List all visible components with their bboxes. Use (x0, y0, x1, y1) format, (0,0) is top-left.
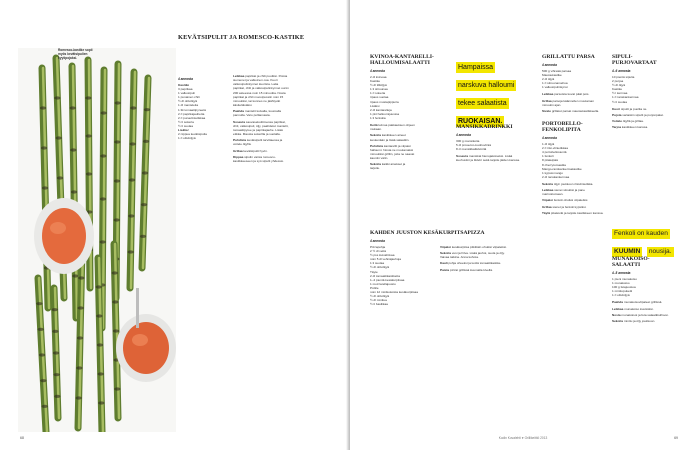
kvinoa-title: KVINOA-KANTARELLI-HALLOUMISALAATTI (370, 54, 434, 66)
method-step (612, 307, 676, 311)
ingredient-item: 1 valkosipulinkynsi (542, 85, 568, 90)
method-verb: Paista (440, 267, 450, 272)
method-verb: Grillaa (542, 204, 552, 209)
ingredient-item: 100 g fetajuustoa (612, 285, 636, 290)
method-text: munakoiso kuutioiksi. (623, 306, 654, 311)
photo-spring-onions (18, 48, 176, 432)
ingredient-item: 1 rl sokeria (370, 91, 386, 96)
sipulipurjo-title: SIPULI-PURJOVARTAAT (612, 54, 657, 66)
ingredient-item: 1 munakoiso (612, 281, 630, 286)
ingredient-item: 8 cherrytomaattia (542, 162, 566, 167)
parsa-title: GRILLATTU PARSA (542, 54, 595, 60)
photo-caption: Romesco-kastike sopii myös kevätsipulien kyytipojaksi. (58, 48, 93, 60)
ingredient-item: 2 dl öljyä (542, 77, 555, 82)
ingredient-item: 2 dl kantarelleja (370, 107, 392, 112)
ingredient-item: 1 pkt halloumijuustoa (370, 111, 400, 116)
callout-line-2: KUUMIN (614, 248, 641, 255)
method-step (440, 245, 510, 249)
ingredient-item: ½ tl sokeria (178, 119, 194, 124)
ingredient-item: 1 tl fenkolia (370, 115, 386, 120)
ingredient-item: 1 kypsä mango (542, 170, 563, 175)
method-text: kastikkeen kanssa. (621, 125, 649, 130)
ingredient-item: 1 tl suolaa (370, 261, 385, 266)
method-text: sienet siivuiksi ja pane marinoitumaan. (542, 188, 586, 197)
method-verb: Kauli (440, 261, 448, 266)
ingredient-item: 1 valkosipuli (178, 91, 195, 96)
ingredient-item: 2 nippua kevätsipulia (178, 132, 207, 137)
ingredient-item: 1 rl oliiviöljyä (612, 293, 630, 298)
kesakurpitsa-method (440, 245, 510, 306)
method-column (233, 74, 289, 165)
column-mansikka (456, 124, 520, 165)
method-step (233, 149, 289, 153)
kvinoa-body (370, 75, 470, 120)
column-parsa (542, 54, 604, 217)
ingredient-item: ½ tl suolaa (612, 99, 627, 104)
column-sipulipurjo (612, 54, 676, 131)
ingredient-item: 8 cl mansikkaliköööriä (456, 147, 487, 152)
ingredient-item: 1 minttupuketti (612, 289, 633, 294)
method-text: öljyn joukkoon riisiviinietikka. (553, 181, 594, 186)
kesakurpitsa-ingredients (370, 245, 432, 306)
method-verb: Pujota (612, 112, 622, 117)
method-step (542, 92, 604, 96)
method-step (233, 155, 289, 163)
method-text: sipulin varsia romesco-kastikkeeseen ja syö sipulit yhdessä. (233, 154, 284, 163)
kesakurpitsa-serves: 4 annosta (370, 239, 385, 243)
method-text: munakoisot ja feta salaattikulhoon. (620, 312, 669, 317)
ingredient-item: 2 purjoa (612, 79, 624, 84)
method-text: kastikkeen aineet keskenään ja lisää salaattiin. (370, 133, 410, 142)
portobello-ingredients (542, 142, 604, 179)
method-step (370, 133, 416, 141)
ingredient-item: 2 dl tomaattikastiketta (370, 273, 400, 278)
ingredient-item: 1 mozzarellajuusto (370, 281, 396, 286)
ingredient-item: 1 tl sitruunaa (370, 87, 388, 92)
method-text: fenkoli ohuiksi viipaleiksi. (552, 198, 589, 203)
method-verb: Voitele (612, 118, 622, 123)
ingredient-item: 1–2 pientä kesäkurpitsaa (370, 277, 405, 282)
method-verb: Puhdista (370, 143, 384, 148)
munakoiso-title: MUNAKOISO-SALAATTI (612, 256, 650, 268)
method-step (456, 154, 520, 162)
method-verb: Puhdista (233, 138, 247, 143)
method-verb: Soseuta (456, 154, 469, 159)
method-text: kantarellit ja viipaloi halloumi. Nosta ne muutamaksi minuutiksi grilliin, joita ne saavat kauniin värin. (370, 143, 415, 161)
ingredients-column (178, 74, 232, 140)
ingredient-item: noin 5 dl vehnäjauhoja (370, 257, 401, 262)
method-verb: Leikkaa (233, 74, 245, 78)
method-step (612, 125, 676, 129)
ingredient-item: 1 rl oliiviöljyä (178, 136, 196, 141)
ingredient-item: 1 dl öljyä (542, 142, 555, 147)
method-text: öljyllä ja grillaa. (621, 118, 644, 123)
mansikka-serves: 4 annosta (456, 133, 471, 137)
ingredient-item: 10 pientä sipulia (612, 75, 635, 79)
method-text: pitaleivät ja tarjoile kastikkeen kanssa. (550, 210, 604, 215)
munakoiso-method (612, 300, 676, 323)
ingredient-item: 1 punainen chili (178, 95, 200, 100)
method-verb: Sekoita (612, 318, 624, 323)
method-text: munakoisoviipaleet grillissä. (623, 300, 663, 305)
method-verb: Nosta (612, 312, 621, 317)
munakoiso-serves: 4–5 annosta (612, 271, 631, 275)
ingredient-item: 1 rl ranskankermaa (612, 95, 639, 100)
method-text: kesäkurpitsa pitkittäin ohuiksi viipaleiksi. (450, 245, 507, 249)
method-step (612, 319, 676, 323)
method-verb: Kuori (612, 106, 621, 111)
mansikka-ingredients (456, 139, 520, 151)
recipe-title: KEVÄTSIPULIT JA ROMESCO-KASTIKE (178, 34, 305, 41)
ingredient-item: noin 12 minikokoista kesäkurpitsaa (370, 290, 418, 295)
method-step (370, 123, 416, 131)
method-text: sipulit ja puolita ne. (620, 106, 648, 111)
method-step (542, 182, 604, 186)
method-verb: Leikkaa (542, 188, 554, 193)
column-kesakurpitsa (370, 230, 520, 306)
footer-credit: Kodin Kuvalehti ♥ Grillikeittiö 2013 (498, 436, 548, 440)
serves: 4 annosta (178, 77, 193, 81)
sipulipurjo-ingredients (612, 75, 676, 104)
method-text: kevätsipulit hyvin. (242, 148, 268, 153)
method-text: pizzat grillissä kuumalla kivellä. (449, 267, 493, 272)
sipulipurjo-method (612, 107, 676, 130)
ingredient-item: 1 dl manteleita (178, 103, 199, 108)
method-step (440, 268, 510, 272)
ingredient-item: 2 rl paprikajauhetta (178, 111, 205, 116)
method-text: parsoja käännellen muutaman minuutin ajan. (542, 98, 594, 107)
ingredient-item: 3 paprikaa (178, 87, 193, 92)
kvinoa-serves: 4 annosta (370, 69, 385, 73)
kesakurpitsa-title: KAHDEN JUUSTON KESÄKURPITSAPIZZA (370, 230, 485, 236)
method-verb: Leikkaa (542, 92, 554, 97)
method-verb: Leikkaa (612, 306, 624, 311)
callout-line-3: nousija. (648, 248, 672, 255)
ingredient-item: 500 g vihreää parsaa (542, 69, 572, 73)
method-verb: Täytä (542, 210, 551, 215)
parsa-method (542, 92, 604, 113)
ingredient-item: Täyte (370, 269, 378, 274)
method-text: sienet ja fenkoli kypsiksi. (551, 204, 587, 209)
page-number-right: 69 (674, 436, 678, 440)
portobello-serves: 4 annosta (542, 136, 557, 141)
munakoiso-ingredients (612, 277, 676, 297)
ingredient-item: ½ tl suolaa (178, 123, 193, 128)
method-verb: Paahda (233, 109, 245, 114)
method-verb: Paahda (612, 300, 624, 305)
method-step (233, 120, 289, 137)
method-step (440, 261, 510, 265)
ingredient-item: ripaus suolaa (370, 95, 389, 100)
highlight-line-1: Hampaissa (458, 64, 494, 71)
method-step (233, 109, 289, 117)
ingredient-item: Lisäksi (370, 103, 380, 108)
ingredient-item: ½ dl öljyä (612, 83, 626, 88)
ingredient-item: 2 dl ranskankermaa (542, 174, 570, 179)
kvinoa-method (370, 123, 416, 171)
column-munakoiso (612, 256, 676, 325)
method-text: minttu ja öljy joukkoon. (623, 318, 656, 323)
highlight-line-3: tekee salaatista (458, 100, 507, 107)
method-step (612, 300, 676, 304)
method-step (370, 144, 416, 161)
column-kvinoa (370, 54, 470, 173)
ingredient-item: 2 dl kvinoaa (370, 75, 387, 79)
method-text: kvinoa pakkauksen ohjeen mukaan. (370, 123, 415, 132)
ingredient-item: Pöölle (370, 285, 379, 290)
method-step (233, 138, 289, 146)
method-text: pohja ohueksi ja levitä tomaattikastike. (447, 261, 502, 266)
ingredient-item: 4 portobellosientä (542, 150, 567, 155)
method-step (612, 113, 676, 117)
ingredient-item: 1 fenkoli (542, 154, 554, 159)
ingredient-item: Mango-ranskankermakastike (542, 166, 582, 171)
method-text: vesi ja hiiva. Lisää jauhot, suola ja öljy. Vaivaa taikina. Anna kohota. (440, 251, 505, 260)
sipulipurjo-serves: 4–6 annosta (612, 69, 631, 73)
page-number-left: 68 (20, 436, 24, 440)
method-step (612, 107, 676, 111)
portobello-method (542, 182, 604, 215)
ingredient-item: Maustekastike (542, 73, 562, 78)
spring-onions-image (18, 48, 176, 432)
method-verb: Keitä (370, 123, 378, 128)
method-text: mantelit kuivalla, kuumalla pannulla. Varo polttamasta. (233, 109, 281, 118)
ingredient-item: 1 rl sitruunamehua (542, 81, 568, 86)
method-step (370, 162, 416, 170)
method-verb: Soseuta (233, 119, 246, 124)
ingredient-item: Lisäksi (178, 128, 189, 133)
method-text: kevätsipulit tarvittaessa ja voitele öljyllä. (233, 138, 283, 147)
parsa-ingredients (542, 69, 604, 89)
ingredient-item: Kastike (178, 83, 190, 87)
fennel-callout (612, 222, 676, 258)
method-verb: Tarjoa (612, 125, 622, 130)
method-verb: Sekoita (370, 162, 382, 167)
ingredient-item: ½ tl basilikaa (370, 302, 388, 307)
callout-line-1: Fenkoli on kauden (614, 230, 668, 237)
highlight-line-2: narskuva halloumi (458, 82, 515, 89)
ingredient-item: ½ dl oliiviöljyä (370, 265, 390, 270)
method-step (542, 188, 604, 196)
kvinoa-ingredients (370, 75, 400, 120)
method-verb: Viipaloi (440, 245, 451, 249)
ingredient-item: ½ dl oliiviöljyä (370, 294, 390, 299)
method-step (440, 251, 510, 259)
ingredient-item: Pizzapohja (370, 245, 386, 249)
portobello-title: PORTOBELLO-FENKOLIPITA (542, 121, 583, 134)
parsa-serves: 4 annosta (542, 63, 557, 67)
highlight-quote (456, 56, 534, 128)
method-text: grillatut parsat maustekastikkeella. (550, 108, 600, 113)
ingredient-item: ½ dl oliiviöljyä (178, 99, 198, 104)
method-verb: Sekoita (542, 181, 554, 186)
method-verb: Sivele (542, 108, 551, 113)
method-text: parsoista kovat päät pois. (553, 92, 590, 97)
ingredient-item: 8 pitaleipää (542, 158, 558, 163)
method-step (542, 99, 604, 107)
method-step (542, 109, 604, 113)
ingredient-item: ½ pss kuivahiivaa (370, 253, 395, 258)
method-step (542, 205, 604, 209)
method-verb: Sekoita (370, 133, 382, 138)
right-page (350, 0, 696, 450)
method-text: sauvasekoittimessa paprikat, chili, valkosipuli, öljy, paahdetut mantelit, tomaattipyree ja paprikajauhe. Lisää etikka. Mausta sokerilla ja suolalla. (233, 119, 289, 137)
ingredient-item: Kastike (370, 79, 381, 84)
method-text: vartaisiin sipulit ja purjonpalat. (621, 112, 664, 117)
ingredient-item: 1 pieni munakoiso (612, 277, 637, 281)
ingredient-item: 2 ½ dl vettä (370, 249, 386, 254)
method-verb: Grillaa (233, 148, 243, 153)
method-step (612, 119, 676, 123)
method-step (612, 313, 676, 317)
mansikka-method (456, 154, 520, 162)
ingredient-item: Kastike (612, 87, 623, 92)
method-step (542, 198, 604, 202)
ingredient-item: ½ dl minttua (370, 298, 387, 303)
ingredient-list (178, 83, 232, 140)
method-step (542, 211, 604, 215)
ingredient-item: 2 rl riisi-viinietikkaa (542, 146, 568, 151)
method-text: mansikat hienojakoiseksi. Lisää kuohuviini ja likööri sekä tarjoile jäiden kanssa. (456, 154, 520, 163)
method-verb: Sekoita (440, 251, 452, 256)
ingredient-item: 5 dl prosecco-kuohuviiniä (456, 143, 491, 148)
kesakurpitsa-body (370, 245, 520, 306)
ingredient-item: 1 tlk tomaattipyreetä (178, 107, 206, 112)
ingredient-item: ½ dl tilliöljyä (370, 83, 387, 88)
ingredient-item: 2 rl punaviinietikkaa (178, 115, 206, 120)
mansikka-title: MANSIKKADRINKKI (456, 124, 513, 130)
ingredient-item: ½ l kermaa (612, 91, 628, 96)
ingredient-item: ripaus mustapippuria (370, 99, 399, 104)
ingredient-item: 300 g mansikoita (456, 139, 480, 143)
highlight-line-4: RUOKAISAN. (458, 118, 503, 125)
method-text: kaikki ainekset ja tarjoile. (370, 162, 406, 171)
method-verb: Grillaa (542, 98, 552, 103)
method-step (233, 74, 289, 107)
method-verb: Viipaloi (542, 198, 553, 203)
method-verb: Dippaa (233, 154, 244, 159)
method-text: paprikat ja chili puoliksi. Poista siemenet ja valkoinen osa. Kuori valkosipulinkynnet kuorista. Laita paprikat, chili ja valkosipulinkynnet uunin 200 asteessa noin 15 minuuttia. Nosta paprikat ja chili muovipussiin noin 15 minuutiksi, tai kunnes ne jäähtyvät käsiteltäväksi. (233, 74, 289, 108)
